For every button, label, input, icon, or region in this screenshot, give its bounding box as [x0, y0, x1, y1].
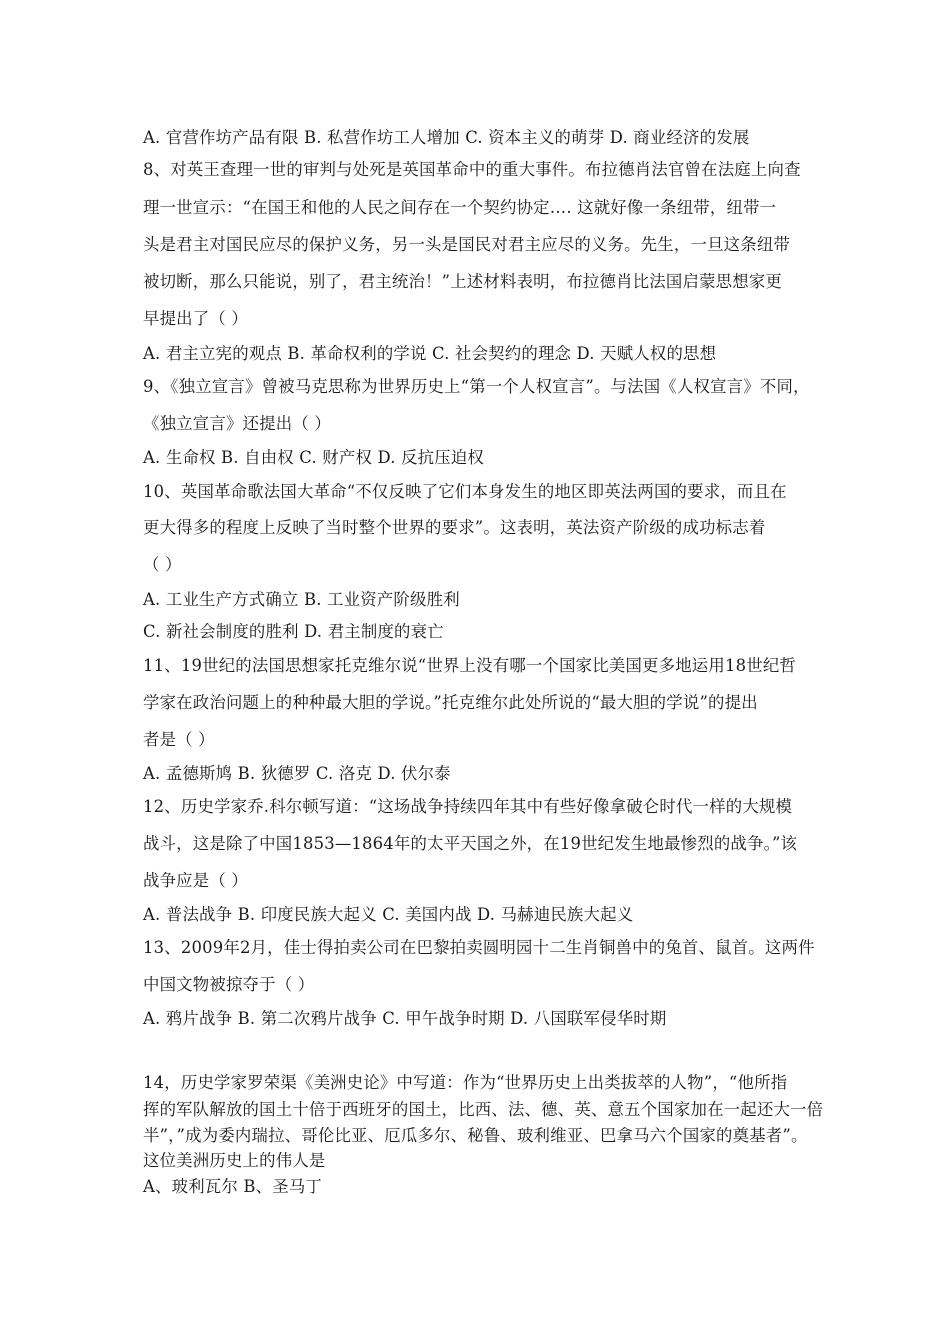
q14-stem-line-4: 这位美洲历史上的伟人是	[143, 1151, 326, 1170]
q10-options-cd: C. 新社会制度的胜利 D. 君主制度的衰亡	[143, 622, 444, 641]
q7-options: A. 官营作坊产品有限 B. 私营作坊工人增加 C. 资本主义的萌芽 D. 商业经济的发展	[143, 128, 750, 147]
q8-stem-line-4: 被切断，那么只能说，别了，君主统治！”上述材料表明，布拉德肖比法国启蒙思想家更	[143, 272, 783, 291]
q8-stem-line-2: 理一世宣示：“在国王和他的人民之间存在一个契约协定…. 这就好像一条纽带，纽带一	[143, 198, 777, 217]
q13-options: A. 鸦片战争 B. 第二次鸦片战争 C. 甲午战争时期 D. 八国联军侵华时期	[143, 1009, 667, 1028]
q9-stem-line-1: 9、《独立宣言》曾被马克思称为世界历史上“第一个人权宣言”。与法国《人权宣言》不同，	[143, 377, 810, 396]
q11-stem-line-2: 学家在政治问题上的种种最大胆的学说。”托克维尔此处所说的“最大胆的学说”的提出	[143, 693, 758, 712]
q14-stem-line-3: 半”，”成为委内瑞拉、哥伦比亚、厄瓜多尔、秘鲁、玻利维亚、巴拿马六个国家的奠基者”。	[143, 1126, 808, 1145]
q8-stem-line-5: 早提出了（ ）	[143, 309, 248, 328]
q14-options: A、玻利瓦尔 B、圣马丁	[143, 1177, 323, 1196]
q8-stem-line-3: 头是君主对国民应尽的保护义务，另一头是国民对君主应尽的义务。先生，一旦这条纽带	[143, 235, 791, 254]
q12-options: A. 普法战争 B. 印度民族大起义 C. 美国内战 D. 马赫迪民族大起义	[143, 905, 634, 924]
q12-stem-line-3: 战争应是（ ）	[143, 871, 248, 890]
q11-options: A. 孟德斯鸠 B. 狄德罗 C. 洛克 D. 伏尔泰	[143, 764, 451, 783]
q13-stem-line-1: 13、2009年2月，佳士得拍卖公司在巴黎拍卖圆明园十二生肖铜兽中的兔首、鼠首。这两件	[143, 938, 815, 957]
q14-stem-line-2: 挥的军队解放的国土十倍于西班牙的国土，比西、法、德、英、意五个国家加在一起还大一倍	[143, 1100, 824, 1119]
q12-stem-line-1: 12、历史学家乔.科尔顿写道：“这场战争持续四年其中有些好像拿破仑时代一样的大规模	[143, 797, 793, 816]
q8-stem-line-1: 8、对英王查理一世的审判与处死是英国革命中的重大事件。布拉德肖法官曾在法庭上向查	[143, 160, 801, 179]
q12-stem-line-2: 战斗，这是除了中国1853—1864年的太平天国之外，在19世纪发生地最惨烈的战争。”该	[143, 834, 798, 853]
q8-options: A. 君主立宪的观点 B. 革命权利的学说 C. 社会契约的理念 D. 天赋人权的思想	[143, 344, 717, 363]
q13-stem-line-2: 中国文物被掠夺于（ ）	[143, 975, 315, 994]
q10-stem-line-2: 更大得多的程度上反映了当时整个世界的要求”。这表明，英法资产阶级的成功标志着	[143, 518, 766, 537]
q9-stem-line-2: 《独立宣言》还提出（ ）	[143, 414, 331, 433]
q10-options-ab: A. 工业生产方式确立 B. 工业资产阶级胜利	[143, 590, 460, 609]
q9-options: A. 生命权 B. 自由权 C. 财产权 D. 反抗压迫权	[143, 448, 484, 467]
q10-stem-line-1: 10、英国革命歌法国大革命“不仅反映了它们本身发生的地区即英法两国的要求，而且在	[143, 482, 787, 501]
q11-stem-line-3: 者是（ ）	[143, 730, 215, 749]
q10-stem-line-3: （ ）	[143, 555, 182, 574]
q11-stem-line-1: 11、19世纪的法国思想家托克维尔说“世界上没有哪一个国家比美国更多地运用18世纪哲	[143, 656, 797, 675]
q14-stem-line-1: 14，历史学家罗荣渠《美洲史论》中写道：作为“世界历史上出类拔萃的人物”，“他所指	[143, 1073, 788, 1092]
